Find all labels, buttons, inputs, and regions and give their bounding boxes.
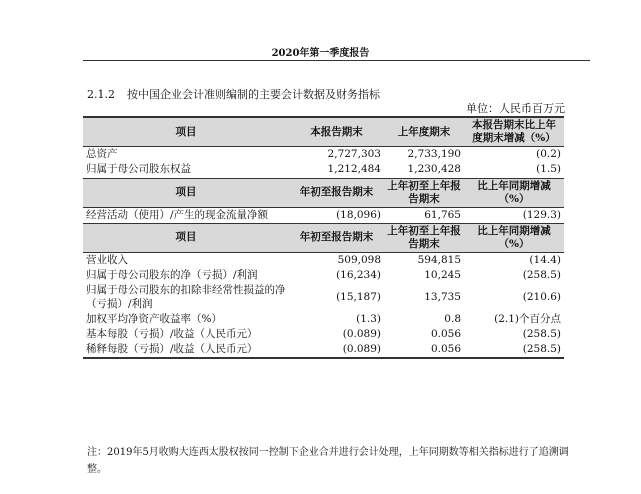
- table2-header-prev-ytd: 上年初至上年报告期末: [384, 178, 464, 207]
- row-value: (16,234): [336, 269, 381, 282]
- row-value: (210.6): [522, 290, 561, 303]
- table3-header-row: [83, 223, 564, 252]
- row-label: 归属于母公司股东的净（亏损）/利润: [86, 269, 258, 282]
- table3-header-item: 项目: [83, 223, 289, 252]
- section-heading: [87, 86, 380, 102]
- table1-header-prev-year-end: 上年度期末: [384, 117, 464, 147]
- table-row: [83, 147, 564, 163]
- row-value: (129.3): [464, 207, 564, 223]
- row-label: 经营活动（使用）/产生的现金流量净额: [83, 207, 289, 223]
- table2-header-row: [83, 178, 564, 207]
- row-value: 10,245: [424, 269, 461, 282]
- row-label: 营业收入: [86, 254, 128, 267]
- table-row: [83, 253, 564, 269]
- row-value: (0.089): [289, 342, 384, 358]
- row-value: (2.1)个百分点: [494, 312, 561, 325]
- row-value: 13,735: [424, 290, 461, 303]
- table2-header-item: 项目: [83, 178, 289, 207]
- financial-indicators-table: [83, 116, 564, 359]
- row-value: (258.5): [522, 269, 561, 282]
- row-value: 594,815: [417, 254, 461, 267]
- table-row: [83, 268, 564, 283]
- footnote: 注：2019年5月收购大连西太股权按同一控制下企业合并进行会计处理，上年同期数等相关指标进行了追溯调整。: [87, 447, 569, 475]
- row-label: 总资产: [86, 148, 118, 161]
- section-number: 2.1.2: [87, 88, 115, 101]
- row-value: (15,187): [336, 290, 381, 303]
- row-value: (0.089): [342, 327, 381, 340]
- row-label: 稀释每股（亏损）/收益（人民币元）: [83, 342, 289, 358]
- table2-header-change: 比上年同期增减（%）: [464, 178, 564, 207]
- table3-header-ytd: 年初至报告期末: [289, 223, 384, 252]
- table-row: [83, 327, 564, 342]
- table2-header-ytd: 年初至报告期末: [289, 178, 384, 207]
- table1-header-row: [83, 117, 564, 147]
- table3-header-change: 比上年同期增减（%）: [464, 223, 564, 252]
- header-divider: [83, 60, 590, 61]
- table-row: [83, 283, 564, 311]
- row-value: (258.5): [522, 327, 561, 340]
- row-value: 509,098: [337, 254, 381, 267]
- row-value: 2,733,190: [407, 148, 461, 161]
- row-value: 0.8: [444, 312, 461, 325]
- row-value: (0.2): [536, 148, 561, 161]
- row-value: 1,230,428: [384, 162, 464, 178]
- row-label: 基本每股（亏损）/收益（人民币元）: [86, 327, 258, 340]
- table1-header-period-end: 本报告期末: [289, 117, 384, 147]
- table1-header-item: 项目: [83, 117, 289, 147]
- row-value: (258.5): [464, 342, 564, 358]
- table-row: [83, 207, 564, 223]
- row-label: 归属于母公司股东权益: [83, 162, 289, 178]
- table-row: [83, 342, 564, 358]
- row-value: (18,096): [289, 207, 384, 223]
- row-label: 加权平均净资产收益率（%）: [86, 312, 222, 325]
- row-value: 0.056: [430, 327, 461, 340]
- table3-header-prev-ytd: 上年初至上年报告期末: [384, 223, 464, 252]
- row-value: 2,727,303: [327, 148, 381, 161]
- section-title: 按中国企业会计准则编制的主要会计数据及财务指标: [127, 88, 380, 101]
- row-label: 归属于母公司股东的扣除非经常性损益的净（亏损）/利润: [86, 284, 286, 310]
- row-value: (14.4): [529, 254, 561, 267]
- row-value: 61,765: [384, 207, 464, 223]
- table1-header-change: 本报告期末比上年度期末增减（%）: [464, 117, 564, 147]
- row-value: 0.056: [384, 342, 464, 358]
- table-row: [83, 312, 564, 327]
- currency-unit-label: 单位：人民币百万元: [466, 102, 565, 115]
- row-value: (1.3): [356, 312, 381, 325]
- row-value: (1.5): [464, 162, 564, 178]
- table-row: [83, 162, 564, 178]
- row-value: 1,212,484: [289, 162, 384, 178]
- report-title: 2020年第一季度报告: [271, 48, 370, 59]
